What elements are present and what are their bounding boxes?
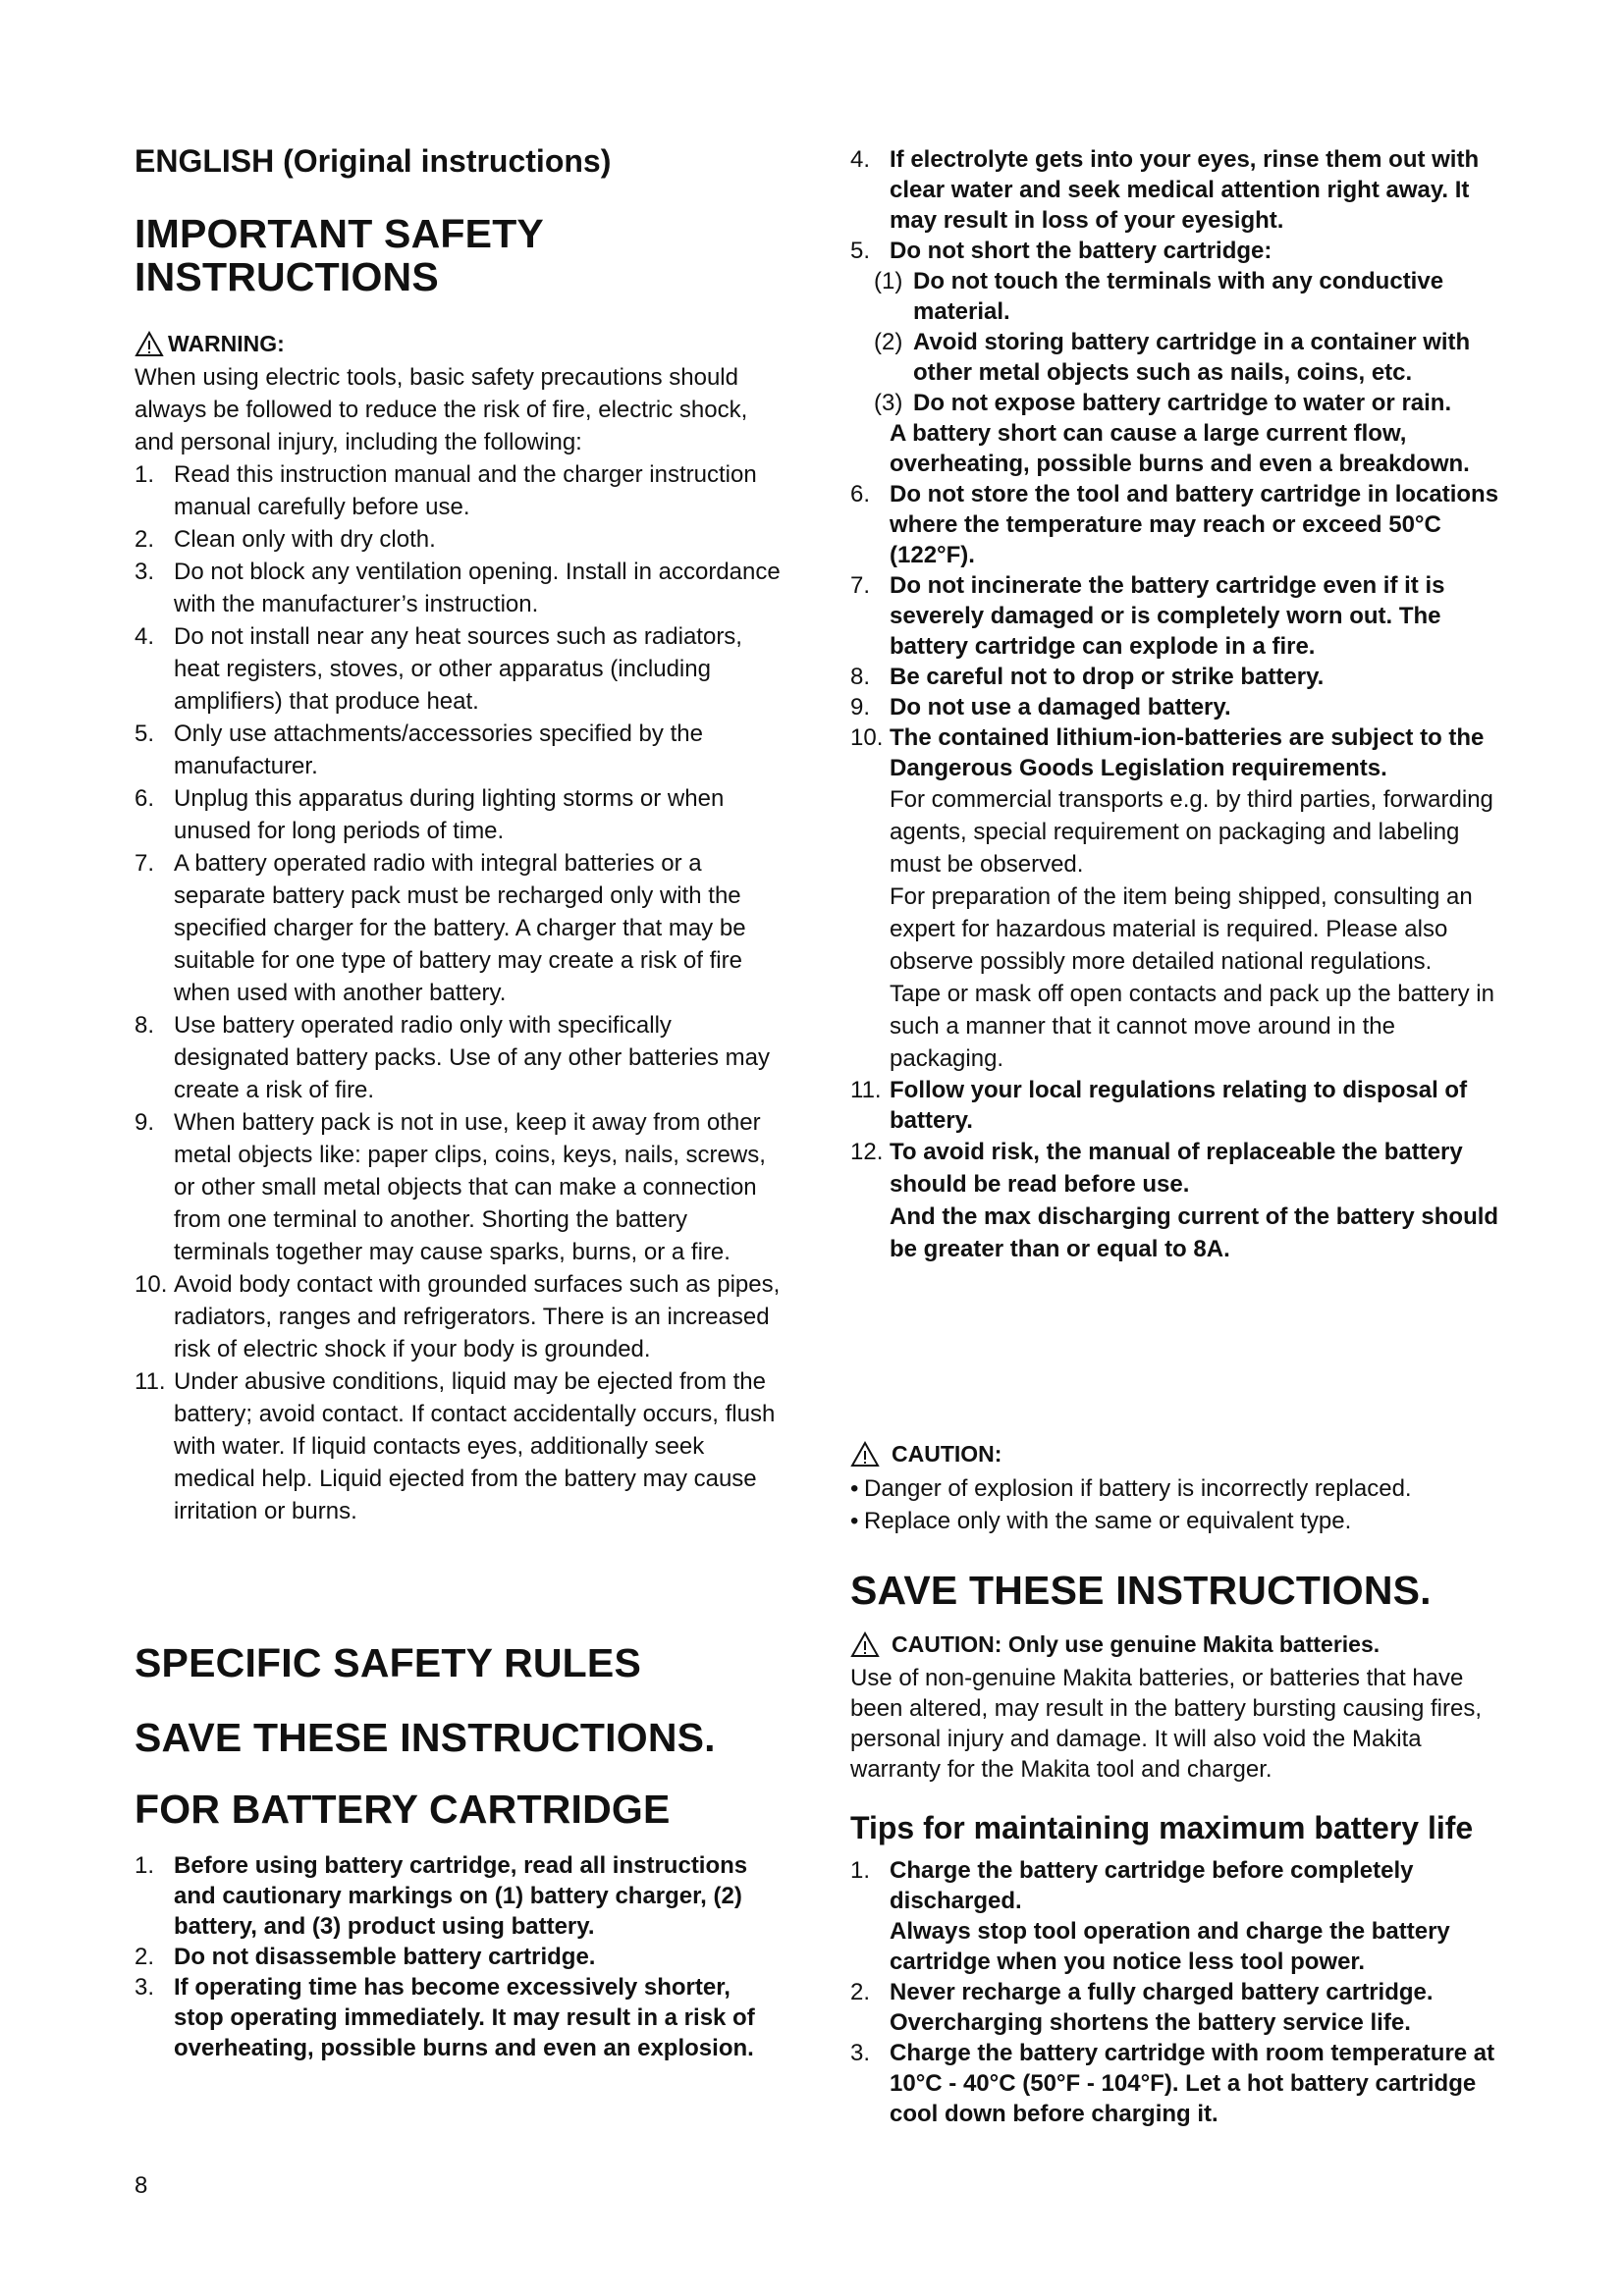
list-item: 10. The contained lithium-ion-batteries are subject to the Dangerous Goods Legislation requirements. For commercial transports e.g. by third parties, forwarding agents, special requirement on packaging and labeling must be observed. For preparation of the item being shipped, consulting an expert for hazardous material is required. Please also observe possibly more detailed national regulations. Tape or mask off open contacts and pack up the battery in such a manner that it cannot move around in the packaging.: [850, 722, 1508, 1075]
important-intro: When using electric tools, basic safety precautions should always be followed to reduce the risk of fire, electric shock, and personal injury, including the following:: [135, 364, 748, 455]
title-line-2: INSTRUCTIONS: [135, 254, 439, 299]
warning-triangle-icon: [135, 331, 164, 357]
battery-cartridge-heading: FOR BATTERY CARTRIDGE: [135, 1787, 671, 1832]
list-item: 3. Charge the battery cartridge with room temperature at 10°C - 40°C (50°F - 104°F). Let a hot battery cartridge cool down before charging it.: [850, 2040, 1495, 2127]
title-line-1: IMPORTANT SAFETY: [135, 211, 544, 256]
specific-safety-heading: SPECIFIC SAFETY RULES: [135, 1640, 642, 1685]
list-item: 11. Follow your local regulations relating to disposal of battery.: [850, 1077, 1468, 1134]
tips-heading: Tips for maintaining maximum battery life: [850, 1810, 1474, 1845]
list-item: 3. If operating time has become excessively shorter, stop operating immediately. It may result in a risk of overheating, possible burns and even an explosion.: [135, 1974, 755, 2061]
shipping-paragraph: For preparation of the item being shipped, consulting an expert for hazardous material is required. Please also observe possibly more detailed national regulations.: [890, 883, 1473, 975]
cartridge-section-right: [850, 144, 1508, 1265]
list-item: 11. Under abusive conditions, liquid may be ejected from the battery; avoid contact. If contact accidentally occurs, flush with water. If liquid contacts eyes, additionally seek medical help. Liquid ejected from the battery may cause irritation or burns.: [135, 1368, 776, 1524]
save-instructions-heading-left: SAVE THESE INSTRUCTIONS.: [135, 1715, 716, 1760]
transport-paragraph: For commercial transports e.g. by third parties, forwarding agents, special requirement on packaging and labeling must be observed.: [890, 786, 1493, 878]
sub-item: (3) Do not expose battery cartridge to water or rain.: [874, 390, 1452, 416]
sub-item: (1) Do not touch the terminals with any conductive material.: [874, 268, 1444, 325]
tips-list: [850, 1855, 1508, 2129]
important-list: [135, 458, 785, 1527]
warning-heading: [135, 331, 285, 357]
list-item: 9. Do not use a damaged battery.: [850, 694, 1231, 721]
list-item: 2. Never recharge a fully charged battery cartridge. Overcharging shortens the battery service life.: [850, 1979, 1434, 2036]
caution-triangle-icon: [850, 1441, 880, 1468]
list-item: 2. Do not disassemble battery cartridge.: [135, 1944, 596, 1970]
list-item: 2. Clean only with dry cloth.: [135, 526, 436, 553]
important-section: [135, 361, 785, 1527]
list-item: 1. Read this instruction manual and the charger instruction manual carefully before use.: [135, 461, 757, 520]
list-item: 10. Avoid body contact with grounded surfaces such as pipes, radiators, ranges and refrigerators. There is an increased risk of electric shock if your body is grounded.: [135, 1271, 781, 1362]
caution-heading: [850, 1441, 1001, 1468]
list-item: 5. Only use attachments/accessories specified by the manufacturer.: [135, 721, 703, 779]
caution-bullets: [850, 1472, 1508, 1537]
list-item: 5. Do not short the battery cartridge: (1) Do not touch the terminals with any conductive material. (2) Avoid storing battery cartridge in a container with other metal objects such as nails, coins, etc. (3) Do not expose battery cartridge to water or rain. A battery short can cause a large current flow, overheating, possible burns and even a breakdown.: [850, 236, 1508, 479]
cartridge-list-right: [850, 144, 1508, 1265]
caution-section: [850, 1472, 1508, 1537]
short-circuit-note: A battery short can cause a large current flow, overheating, possible burns and even a breakdown.: [890, 420, 1470, 477]
sub-item: (2) Avoid storing battery cartridge in a container with other metal objects such as nails, coins, etc.: [874, 329, 1471, 386]
list-item: 1. Charge the battery cartridge before completely discharged. Always stop tool operation and charge the battery cartridge when you notice less tool power.: [850, 1857, 1450, 1975]
genuine-caution-heading: [850, 1631, 1380, 1658]
list-item: 8. Be careful not to drop or strike battery.: [850, 664, 1325, 690]
list-item: 6. Do not store the tool and battery cartridge in locations where the temperature may reach or exceed 50°C (122°F).: [850, 481, 1499, 568]
list-item: 7. A battery operated radio with integral batteries or a separate battery pack must be recharged only with the specified charger for the battery. A charger that may be suitable for one type of battery may create a risk of fire when used with another battery.: [135, 850, 746, 1006]
genuine-caution-text: Use of non-genuine Makita batteries, or batteries that have been altered, may result in the battery bursting causing fires, personal injury and damage. It will also void the Makita warranty for the Makita tool and charger.: [850, 1665, 1483, 1783]
important-safety-title: [135, 212, 544, 298]
cartridge-section-left: [135, 1850, 785, 2063]
discharge-paragraph: And the max discharging current of the battery should be greater than or equal to 8A.: [890, 1203, 1499, 1262]
list-item: 1. Before using battery cartridge, read all instructions and cautionary markings on (1) battery charger, (2) battery, and (3) product using battery.: [135, 1852, 748, 1940]
list-item: 12. To avoid risk, the manual of replaceable the battery should be read before use. And the max discharging current of the battery should be greater than or equal to 8A.: [850, 1136, 1508, 1265]
list-item: 4. Do not install near any heat sources such as radiators, heat registers, stoves, or other apparatus (including amplifiers) that produce heat.: [135, 623, 742, 715]
tips-section: [850, 1855, 1508, 2129]
warning-label: WARNING:: [168, 331, 285, 356]
cartridge-list-left: [135, 1850, 785, 2063]
save-instructions-heading-right: SAVE THESE INSTRUCTIONS.: [850, 1568, 1432, 1613]
list-item: 6. Unplug this apparatus during lighting storms or when unused for long periods of time.: [135, 785, 725, 844]
list-item: 4. If electrolyte gets into your eyes, rinse them out with clear water and seek medical attention right away. It may result in loss of your eyesight.: [850, 146, 1480, 234]
genuine-caution-label: CAUTION: Only use genuine Makita batteries.: [892, 1631, 1380, 1657]
packaging-paragraph: Tape or mask off open contacts and pack up the battery in such a manner that it cannot move around in the packaging.: [890, 981, 1494, 1072]
language-heading: ENGLISH (Original instructions): [135, 143, 612, 179]
page-number: 8: [135, 2172, 148, 2199]
list-item: • Danger of explosion if battery is incorrectly replaced.: [850, 1472, 1508, 1505]
list-item: 3. Do not block any ventilation opening. Install in accordance with the manufacturer’s instruction.: [135, 559, 781, 617]
caution-triangle-icon: [850, 1631, 880, 1658]
list-item: • Replace only with the same or equivalent type.: [850, 1505, 1508, 1537]
list-item: 7. Do not incinerate the battery cartridge even if it is severely damaged or is completely worn out. The battery cartridge can explode in a fire.: [850, 572, 1445, 660]
short-circuit-sublist: [874, 266, 1508, 418]
list-item: 8. Use battery operated radio only with specifically designated battery packs. Use of any other batteries may create a risk of fire.: [135, 1012, 770, 1103]
caution-label: CAUTION:: [892, 1441, 1002, 1467]
list-item: 9. When battery pack is not in use, keep it away from other metal objects like: paper clips, coins, keys, nails, screws, or other small metal objects that can make a connection from one terminal to another. Shorting the battery terminals together may cause sparks, burns, or a fire.: [135, 1109, 766, 1265]
